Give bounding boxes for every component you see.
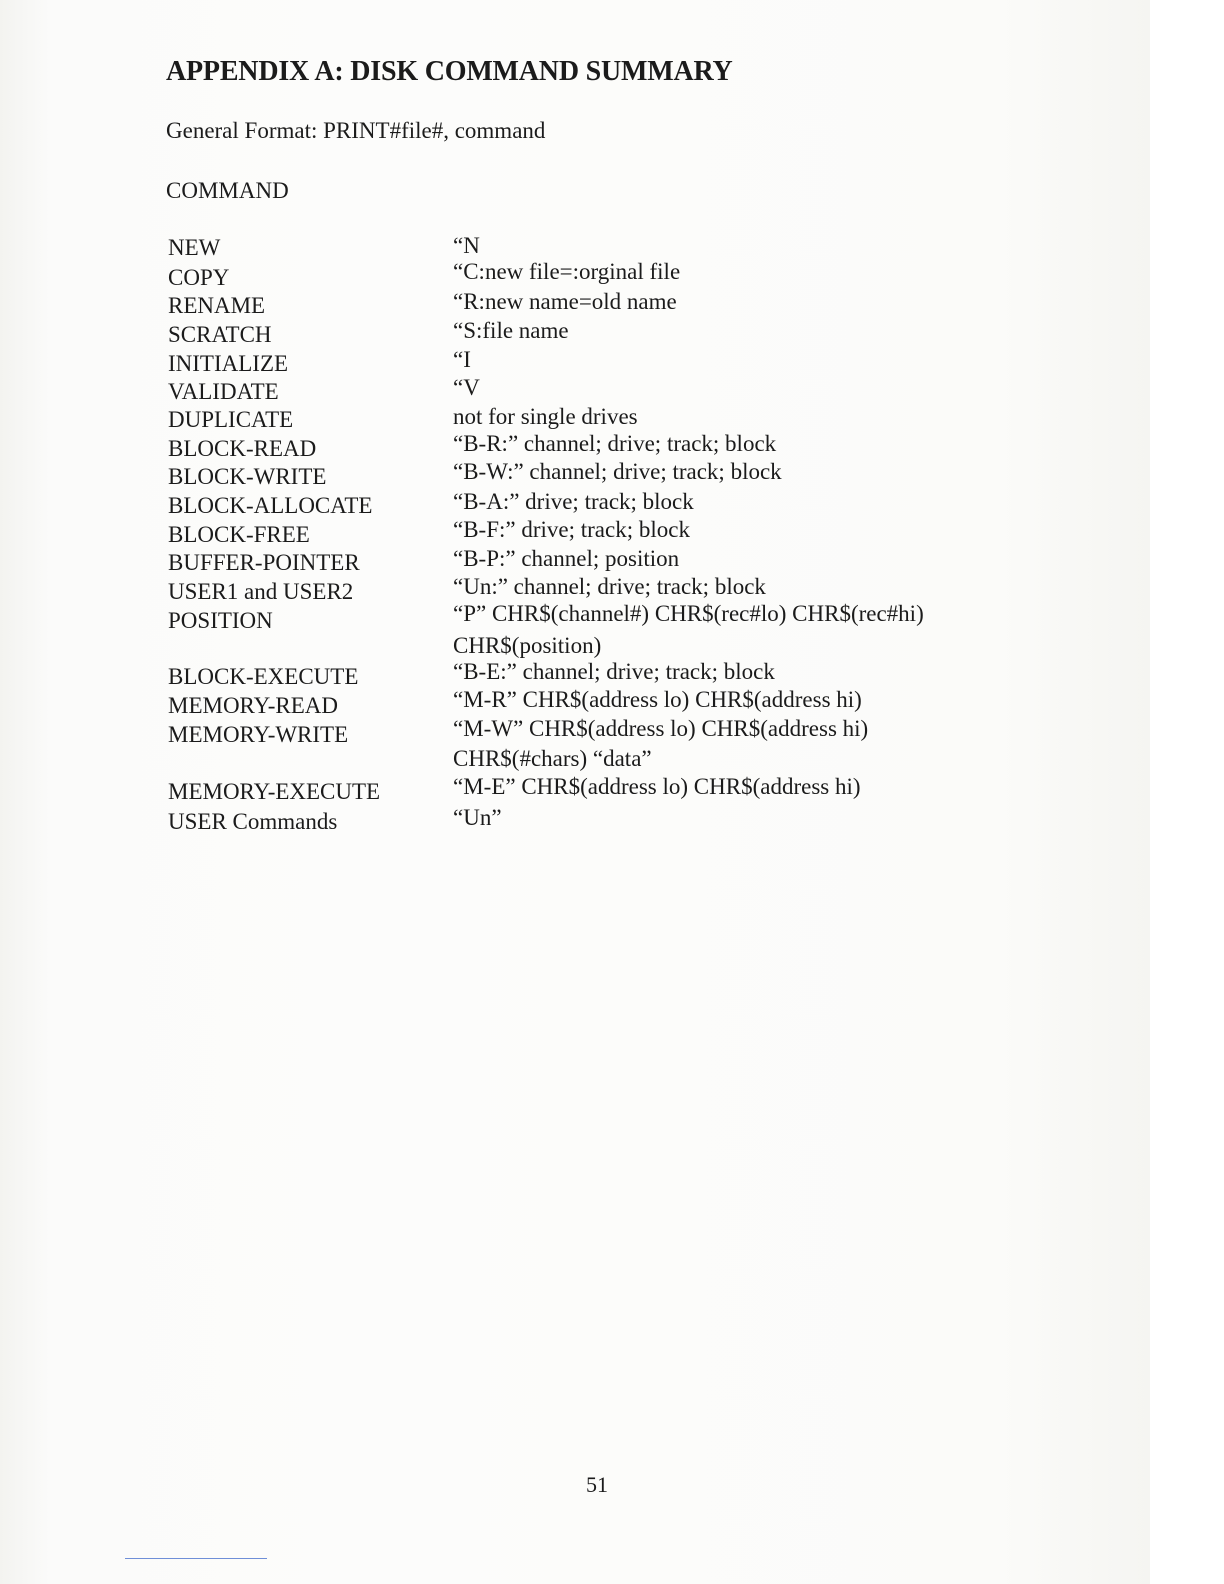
command-name: BUFFER-POINTER [168,550,360,575]
command-format: “B-P:” channel; position [453,546,680,571]
general-format: General Format: PRINT#file#, command [166,118,546,143]
command-format-continued: CHR$(#chars) “data” [453,746,652,771]
command-format: “B-E:” channel; drive; track; block [453,659,775,684]
command-name: BLOCK-WRITE [168,464,327,489]
command-format: “M-W” CHR$(address lo) CHR$(address hi) [453,716,869,741]
command-format: “Un” [453,805,502,830]
command-name: NEW [168,235,221,260]
command-name: MEMORY-READ [168,693,338,718]
command-name: BLOCK-ALLOCATE [168,493,373,518]
command-format: “N [453,233,480,258]
command-format: “B-R:” channel; drive; track; block [453,431,777,456]
command-name: INITIALIZE [168,351,289,376]
command-format: “B-A:” drive; track; block [453,489,694,514]
command-name: DUPLICATE [168,407,294,432]
command-name: POSITION [168,608,273,633]
command-format: “M-E” CHR$(address lo) CHR$(address hi) [453,774,861,799]
command-name: USER Commands [168,809,338,834]
command-format: “B-F:” drive; track; block [453,517,690,542]
footer-rule [125,1558,267,1559]
command-format: “B-W:” channel; drive; track; block [453,459,782,484]
command-name: SCRATCH [168,322,272,347]
command-format: “Un:” channel; drive; track; block [453,574,766,599]
page-margin [1150,0,1224,1584]
command-name: BLOCK-EXECUTE [168,664,359,689]
command-name: RENAME [168,293,266,318]
command-name: COPY [168,265,230,290]
command-column-header: COMMAND [166,178,289,203]
command-name: BLOCK-READ [168,436,317,461]
command-name: VALIDATE [168,379,279,404]
page-title: APPENDIX A: DISK COMMAND SUMMARY [166,56,733,87]
command-format: “R:new name=old name [453,289,677,314]
command-format: “C:new file=:orginal file [453,259,681,284]
command-format-continued: CHR$(position) [453,633,602,658]
command-format: “M-R” CHR$(address lo) CHR$(address hi) [453,687,862,712]
command-name: MEMORY-EXECUTE [168,779,381,804]
command-format: “V [453,375,480,400]
command-format: “P” CHR$(channel#) CHR$(rec#lo) CHR$(rec#hi) [453,601,924,626]
command-name: BLOCK-FREE [168,522,310,547]
command-format: not for single drives [453,404,638,429]
command-name: USER1 and USER2 [168,579,354,604]
command-format: “I [453,347,471,372]
page-number: 51 [586,1472,608,1497]
command-name: MEMORY-WRITE [168,722,349,747]
command-format: “S:file name [453,318,569,343]
